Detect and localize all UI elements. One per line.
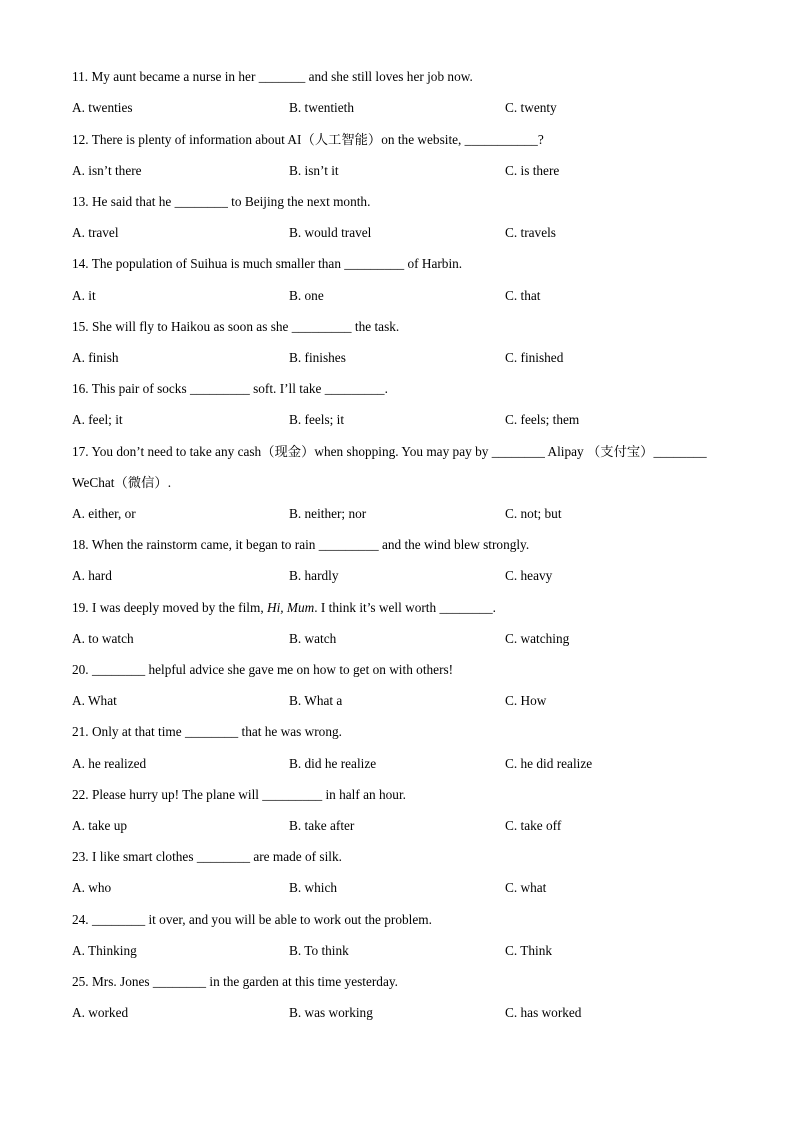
question-25-option-b: B. was working [289,1005,373,1020]
question-19-option-b: B. watch [289,631,337,646]
question-14-option-b: B. one [289,288,324,303]
question-15-option-b: B. finishes [289,350,346,365]
question-14-option-c: C. that [505,288,541,303]
question-15-stem: 15. She will fly to Haikou as soon as she _________ the task. [72,319,400,334]
question-23-option-b: B. which [289,880,338,895]
question-24-stem: 24. ________ it over, and you will be able to work out the problem. [72,912,432,927]
question-15-option-c: C. finished [505,350,564,365]
question-16-option-c: C. feels; them [505,412,580,427]
question-18-stem: 18. When the rainstorm came, it began to rain _________ and the wind blew strongly. [72,537,530,552]
question-23-option-a: A. who [72,880,112,895]
question-25-option-a: A. worked [72,1005,129,1020]
question-22-option-a: A. take up [72,818,128,833]
question-13-option-c: C. travels [505,225,556,240]
question-11-option-a: A. twenties [72,100,133,115]
question-22-stem: 22. Please hurry up! The plane will _________ in half an hour. [72,787,406,802]
question-13-stem: 13. He said that he ________ to Beijing the next month. [72,194,371,209]
question-17-stem: 17. You don’t need to take any cash（现金）when shopping. You may pay by ________ Alipay （支付宝）________ [72,444,707,459]
question-19-stem-pre: 19. I was deeply moved by the film, [72,600,267,615]
question-21-option-b: B. did he realize [289,756,377,771]
question-18-option-b: B. hardly [289,568,339,583]
question-23-stem: 23. I like smart clothes ________ are made of silk. [72,849,342,864]
question-18-option-c: C. heavy [505,568,553,583]
question-17-stem-continued: WeChat（微信）. [72,475,172,490]
question-20-option-c: C. How [505,693,547,708]
question-13-option-a: A. travel [72,225,119,240]
question-12-option-b: B. isn’t it [289,163,339,178]
question-18-option-a: A. hard [72,568,112,583]
question-24-option-b: B. To think [289,943,349,958]
question-11-option-c: C. twenty [505,100,557,115]
question-22-option-b: B. take after [289,818,355,833]
question-12-stem: 12. There is plenty of information about AI（人工智能）on the website, ___________? [72,132,544,147]
question-21-option-a: A. he realized [72,756,147,771]
question-13-option-b: B. would travel [289,225,372,240]
question-19-film-title: Hi, Mum [266,600,315,615]
question-24-option-c: C. Think [505,943,553,958]
question-24-option-a: A. Thinking [72,943,137,958]
question-21-option-c: C. he did realize [505,756,593,771]
question-19-option-c: C. watching [505,631,570,646]
question-19-stem [72,600,496,616]
question-20-option-a: A. What [72,693,117,708]
question-21-stem: 21. Only at that time ________ that he was wrong. [72,724,342,739]
question-12-option-c: C. is there [505,163,560,178]
question-11-option-b: B. twentieth [289,100,354,115]
question-20-option-b: B. What a [289,693,343,708]
question-12-option-a: A. isn’t there [72,163,142,178]
question-19-stem-post: . I think it’s well worth ________. [314,600,496,615]
question-19-option-a: A. to watch [72,631,134,646]
question-16-option-a: A. feel; it [72,412,123,427]
question-17-option-c: C. not; but [505,506,562,521]
question-16-stem: 16. This pair of socks _________ soft. I’ll take _________. [72,381,388,396]
question-17-option-a: A. either, or [72,506,136,521]
question-22-option-c: C. take off [505,818,562,833]
question-15-option-a: A. finish [72,350,119,365]
question-11-stem: 11. My aunt became a nurse in her _______ and she still loves her job now. [72,69,473,84]
question-17-option-b: B. neither; nor [289,506,367,521]
question-25-stem: 25. Mrs. Jones ________ in the garden at this time yesterday. [72,974,398,989]
question-14-option-a: A. it [72,288,96,303]
question-23-option-c: C. what [505,880,547,895]
question-16-option-b: B. feels; it [289,412,345,427]
question-20-stem: 20. ________ helpful advice she gave me on how to get on with others! [72,662,454,677]
question-25-option-c: C. has worked [505,1005,582,1020]
question-14-stem: 14. The population of Suihua is much smaller than _________ of Harbin. [72,256,463,271]
